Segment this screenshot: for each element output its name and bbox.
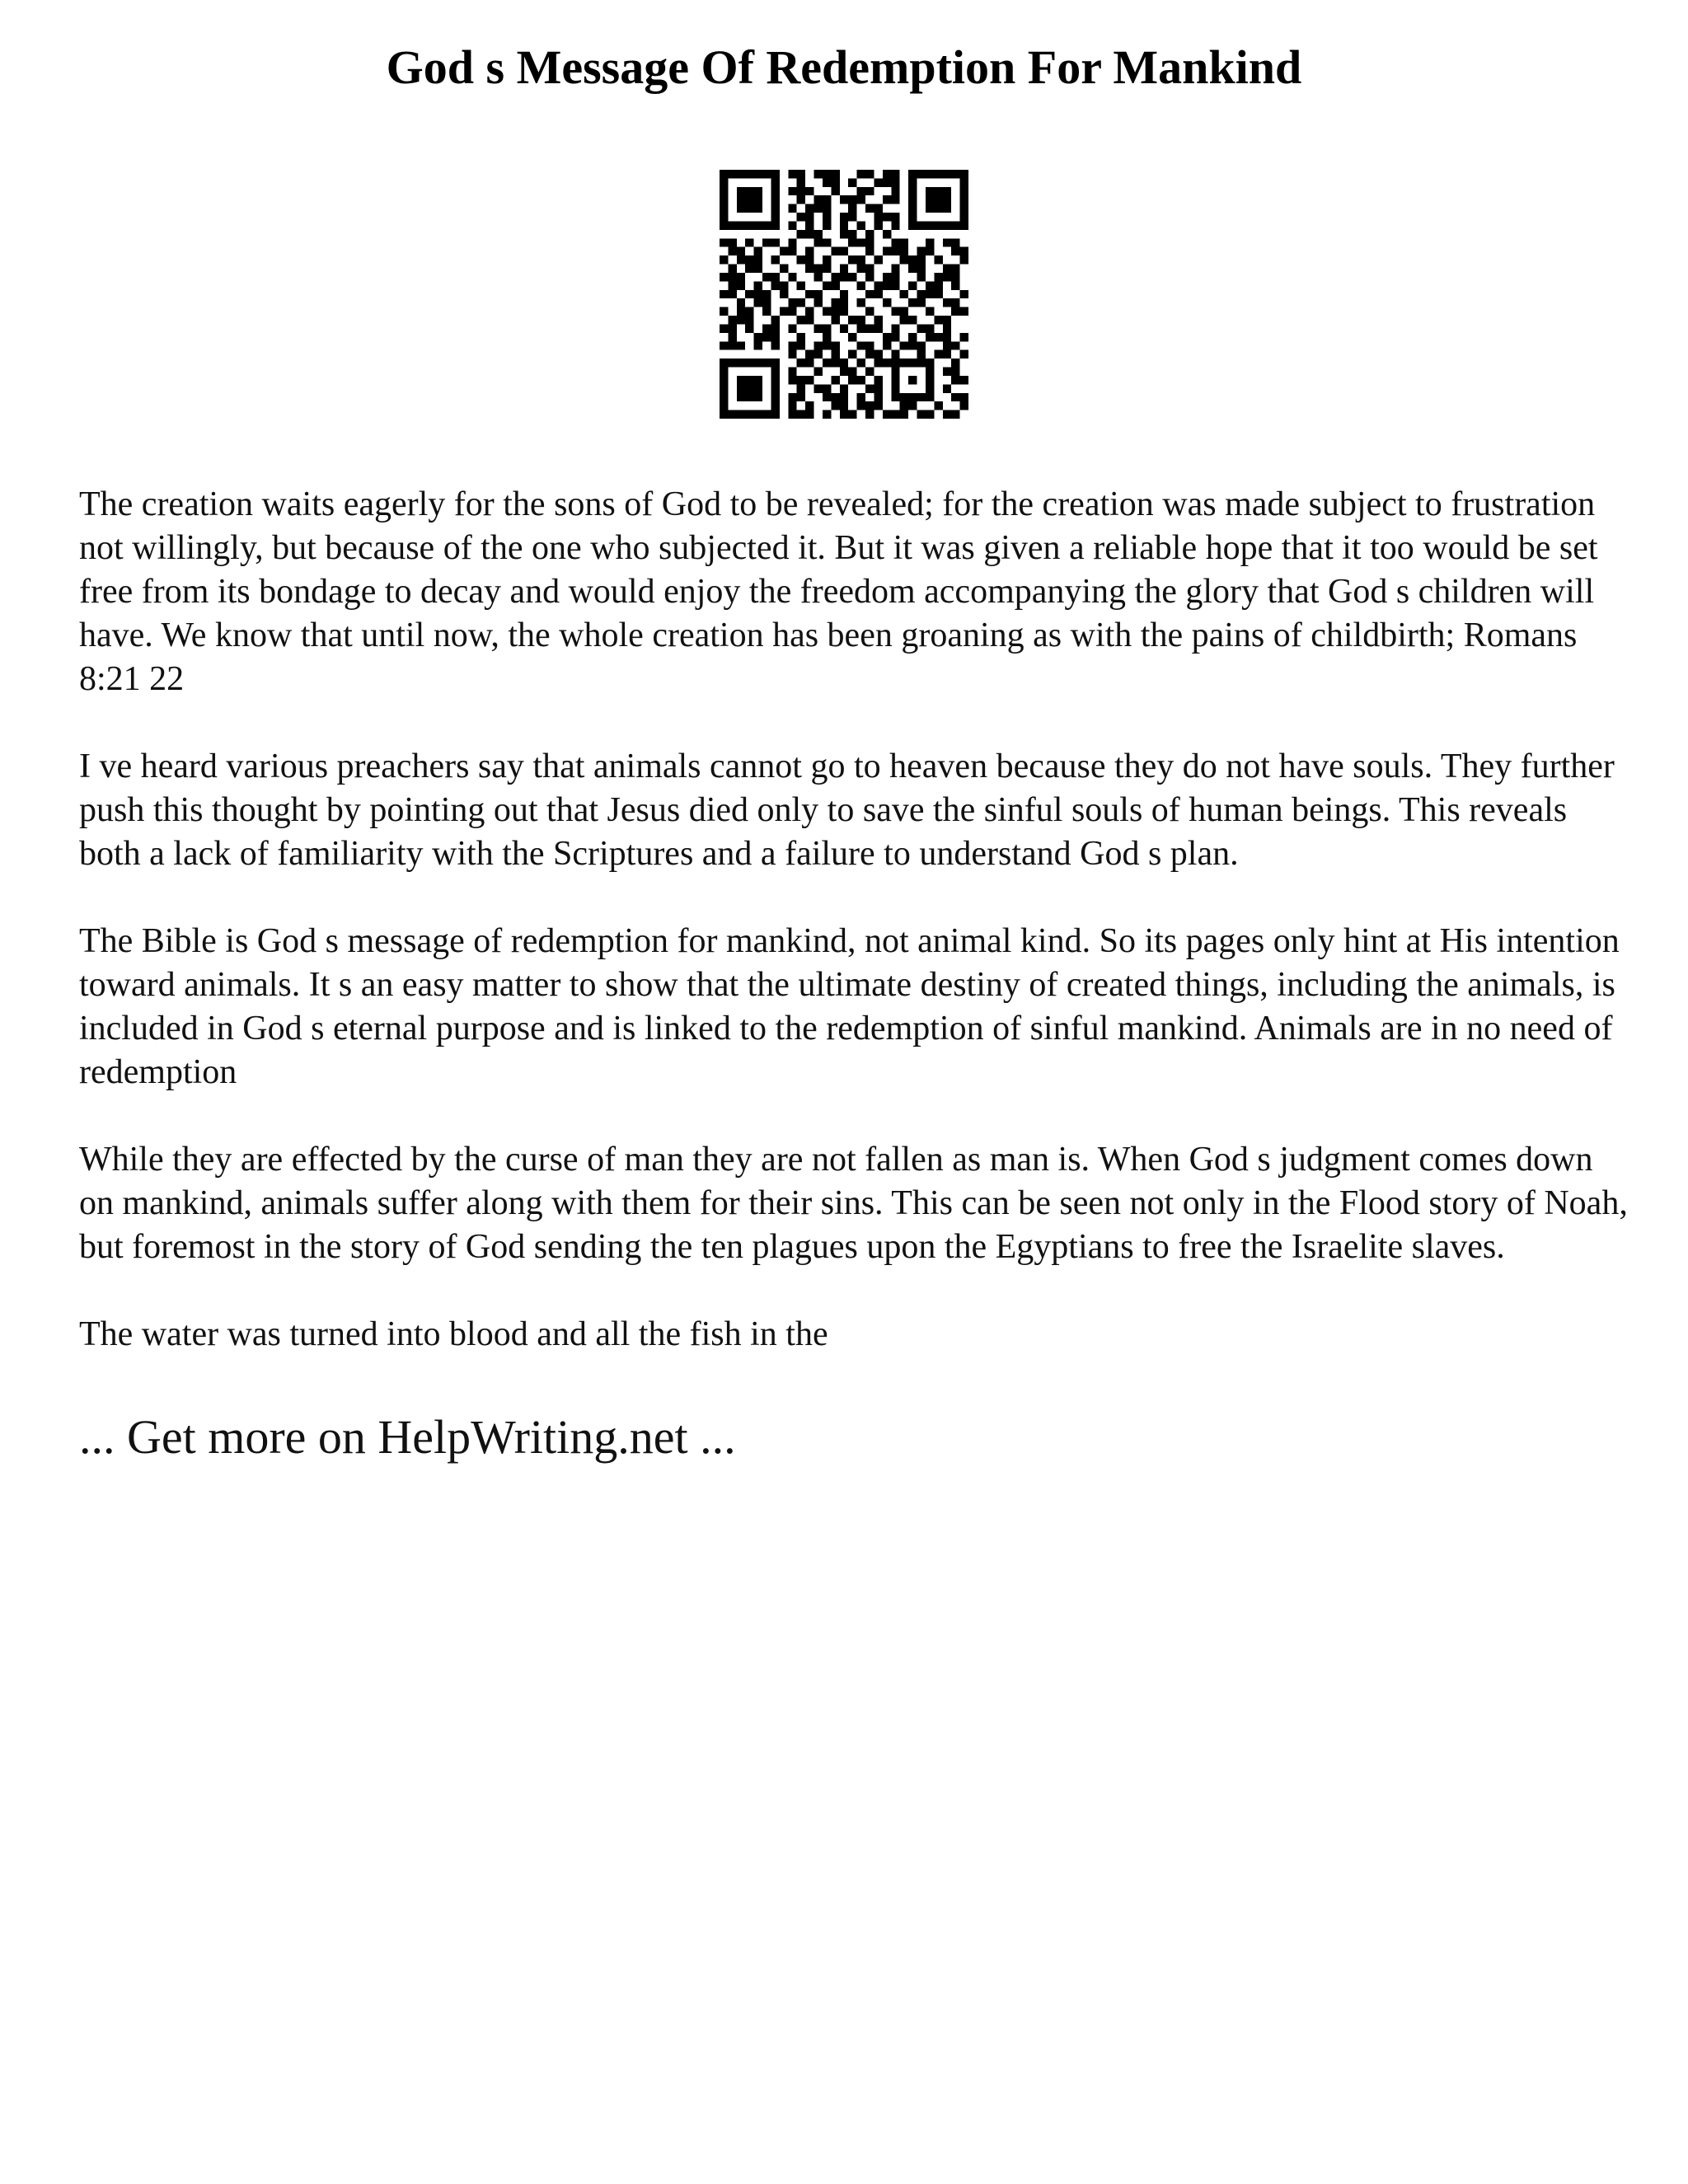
paragraph-3: The Bible is God s message of redemption for mankind, not animal kind. So its pages only hint at His intention toward animals. It s an easy matter to show that the ultimate destiny of created things, including the animals, is included in God s eternal purpose and is linked to the redemption of sinful mankind. Animals are in no need of redemption	[79, 922, 1620, 1091]
get-more-link[interactable]: ... Get more on HelpWriting.net ...	[79, 1410, 736, 1464]
paragraph-1: The creation waits eagerly for the sons of God to be revealed; for the creation was made subject to frustration not willingly, but because of the one who subjected it. But it was given a reliable hope that it too would be set free from its bondage to decay and would enjoy the freedom accompanying the glory that God s children will have. We know that until now, the whole creation has been groaning as with the pains of childbirth; Romans 8:21 22	[79, 485, 1598, 698]
qr-code-icon	[720, 170, 968, 419]
paragraph-5: The water was turned into blood and all the fish in the	[79, 1315, 828, 1353]
paragraph-2: I ve heard various preachers say that animals cannot go to heaven because they do not have souls. They further push this thought by pointing out that Jesus died only to save the sinful souls of human beings. This reveals both a lack of familiarity with the Scriptures and a failure to understand God s plan.	[79, 748, 1615, 873]
paragraph-4: While they are effected by the curse of man they are not fallen as man is. When God s judgment comes down on mankind, animals suffer along with them for their sins. This can be seen not only in the Flood story of Noah, but foremost in the story of God sending the ten plagues upon the Egyptians to free the Israelite slaves.	[79, 1141, 1628, 1266]
article-body	[79, 483, 1629, 1466]
document-title: God s Message Of Redemption For Mankind	[386, 40, 1302, 94]
